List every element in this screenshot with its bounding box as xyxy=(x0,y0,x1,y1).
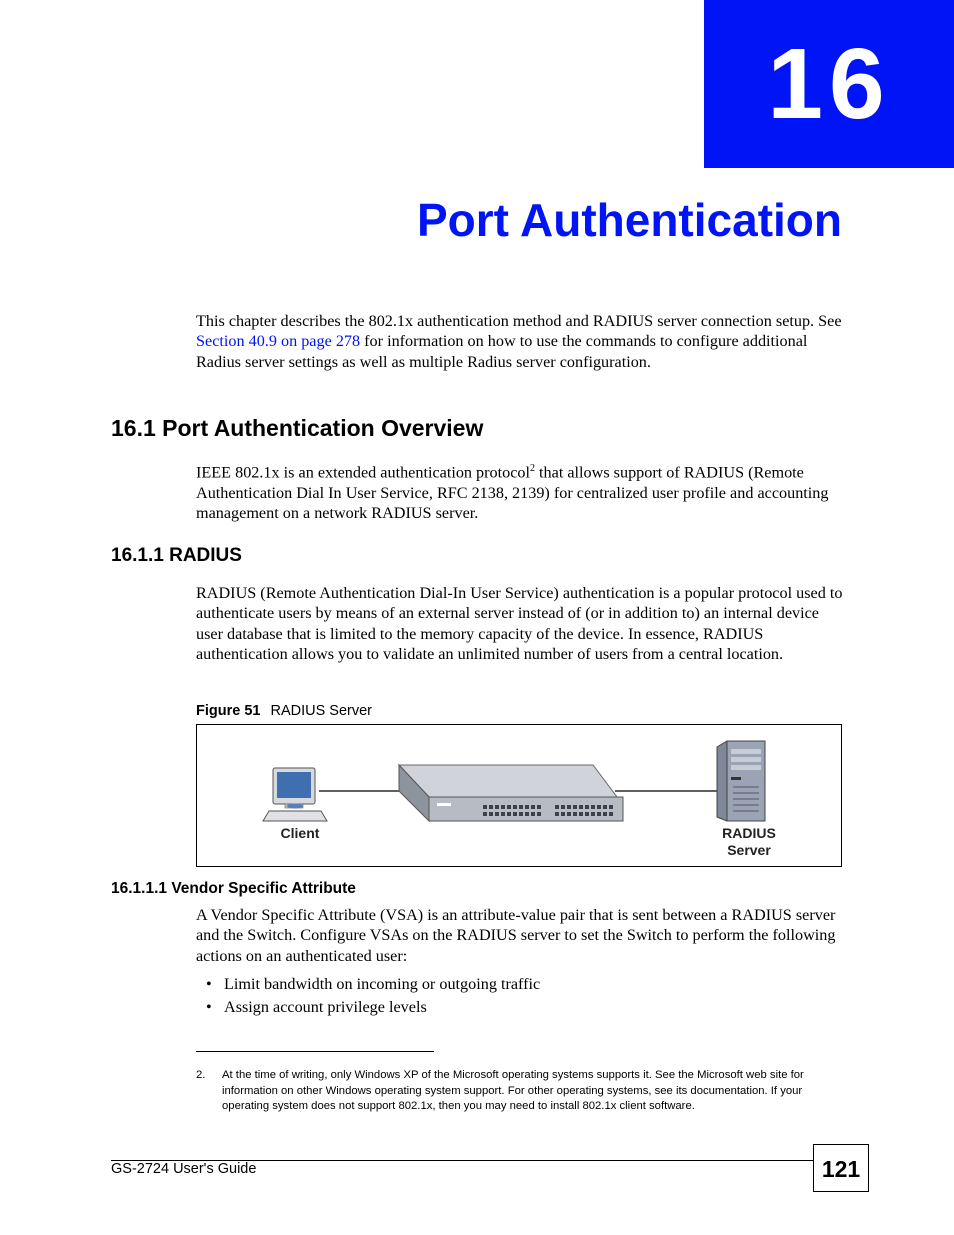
footnote-ref[interactable]: 2 xyxy=(530,463,535,474)
section-heading-16-1-1-1: 16.1.1.1 Vendor Specific Attribute xyxy=(111,880,356,897)
chapter-number-box xyxy=(704,0,954,168)
bullet-icon: • xyxy=(206,975,212,993)
overview-text-after: that allows support of RADIUS (Remote Authentication Dial In User Service, RFC 2138, 2139) for centralized user profile and accounting management on a network RADIUS server. xyxy=(196,463,829,522)
chapter-number: 16 xyxy=(767,28,891,140)
radius-label-line1: RADIUS xyxy=(722,825,776,841)
footnote-number: 2. xyxy=(196,1069,206,1081)
intro-text-after: for information on how to use the commands to configure additional Radius server settings as well as multiple Radius server configuration. xyxy=(196,332,808,371)
section-heading-16-1: 16.1 Port Authentication Overview xyxy=(111,415,484,441)
list-item xyxy=(206,996,540,1019)
vsa-text: A Vendor Specific Attribute (VSA) is an attribute-value pair that is sent between a RADIUS server and the Switch. Configure VSAs on the RADIUS server to set the Switch to perform the following actions on an authenticated user: xyxy=(196,906,836,965)
overview-paragraph xyxy=(196,459,844,523)
list-item-text: Limit bandwidth on incoming or outgoing traffic xyxy=(224,975,541,993)
footnote-text: At the time of writing, only Windows XP of the Microsoft operating systems supports it. See the Microsoft web site for information on other Windows operating system support. For other operating systems, see its documentation. If your operating system does not support 802.1x, then you may need to install 802.1x client software. xyxy=(222,1069,804,1112)
switch-icon xyxy=(399,765,623,821)
section-link[interactable]: Section 40.9 on page 278 xyxy=(196,332,361,351)
intro-text-before: This chapter describes the 802.1x authentication method and RADIUS server connection setup. See xyxy=(196,312,842,330)
server-label-line2: Server xyxy=(727,842,771,858)
vsa-bullet-list xyxy=(206,973,540,1019)
section-heading-16-1-1: 16.1.1 RADIUS xyxy=(111,545,242,566)
client-label: Client xyxy=(280,825,320,841)
chapter-title: Port Authentication xyxy=(416,194,842,246)
footnote xyxy=(196,1068,844,1115)
figure-caption xyxy=(196,703,372,719)
figure-caption-text: RADIUS Server xyxy=(270,703,372,719)
client-computer-icon xyxy=(263,768,327,821)
figure-label: Figure 51 xyxy=(196,703,261,719)
footer-guide-title: GS-2724 User's Guide xyxy=(111,1161,257,1177)
radius-server-label xyxy=(709,825,789,859)
page-number: 121 xyxy=(813,1144,869,1192)
radius-paragraph xyxy=(196,583,844,664)
list-item-text: Assign account privilege levels xyxy=(224,998,427,1016)
list-item xyxy=(206,973,540,996)
footnote-divider xyxy=(196,1051,434,1052)
radius-server-icon xyxy=(717,741,765,821)
radius-text: RADIUS (Remote Authentication Dial-In User Service) authentication is a popular protocol used to authenticate users by means of an external server instead of (or in addition to) an internal device user database that is limited to the memory capacity of the device. In essence, RADIUS authentication allows you to validate an unlimited number of users from a central location. xyxy=(196,584,843,663)
radius-figure xyxy=(196,724,842,867)
bullet-icon: • xyxy=(206,998,212,1016)
intro-paragraph xyxy=(196,311,844,372)
vsa-paragraph xyxy=(196,905,844,966)
overview-text-before: IEEE 802.1x is an extended authentication protocol xyxy=(196,463,530,482)
